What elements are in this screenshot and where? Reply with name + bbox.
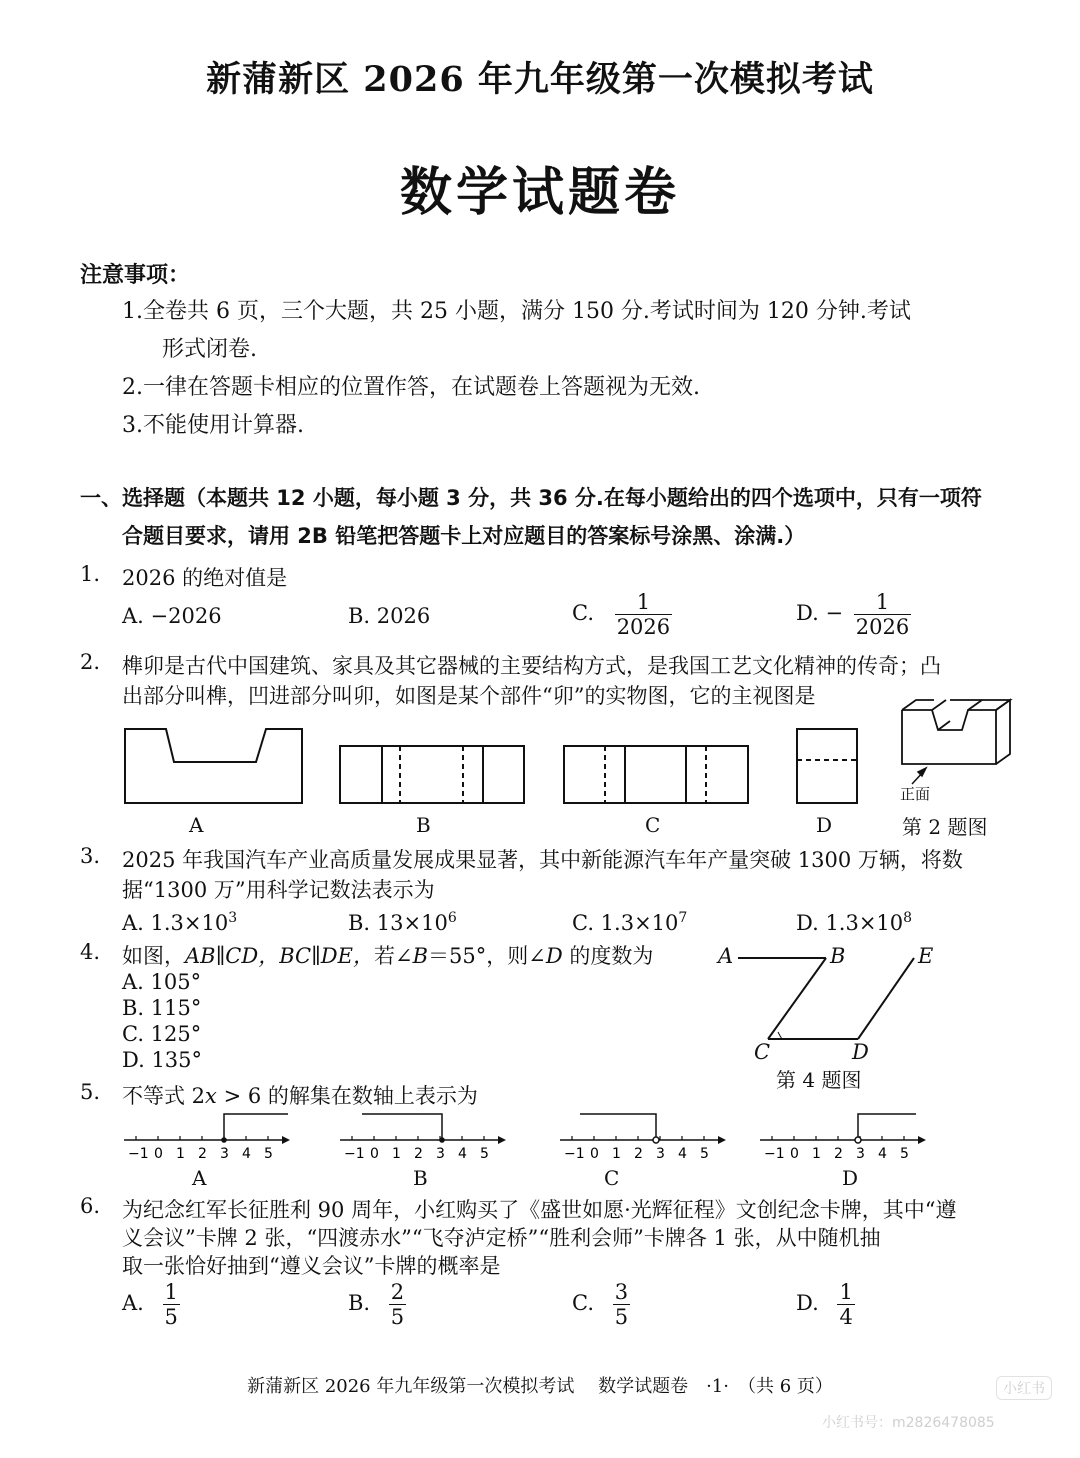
q5-number-line-a [122, 1108, 322, 1168]
q3-b-exp: 6 [447, 910, 457, 926]
q1-d-denominator: 2026 [855, 615, 910, 640]
q4-stem-math: AB∥CD，BC∥DE， [185, 944, 374, 968]
q5c-tick-2: 2 [634, 1146, 643, 1162]
q6-stem-line1: 为纪念红军长征胜利 90 周年，小红购买了《盛世如愿·光辉征程》文创纪念卡牌，其中“遵 [122, 1198, 957, 1222]
q3-option-d [796, 910, 912, 935]
q1-option-d [796, 590, 911, 639]
q5d-tick-neg1: −1 [764, 1146, 785, 1162]
q6-a-numerator: 1 [164, 1280, 178, 1304]
q6-option-c [572, 1280, 630, 1329]
q5d-tick-5: 5 [900, 1146, 909, 1162]
q3-stem-line1: 2025 年我国汽车产业高质量发展成果显著，其中新能源汽车年产量突破 1300 万辆，将数 [122, 848, 963, 872]
q3-d-exp: 8 [903, 910, 913, 926]
q4-point-e: E [918, 944, 934, 968]
q6-d-fraction [837, 1280, 854, 1329]
q2-label-b: B [416, 813, 431, 837]
q5-number: 5. [80, 1080, 101, 1104]
note-1: 1.全卷共 6 页，三个大题，共 25 小题，满分 150 分.考试时间为 120 分钟.考试 [122, 299, 911, 324]
q4-stem-mid: 若∠ [373, 944, 413, 968]
q6-a-fraction [163, 1280, 180, 1329]
q5-stem [122, 1080, 478, 1110]
q5c-tick-1: 1 [612, 1146, 621, 1162]
q5-number-line-c [558, 1108, 758, 1168]
q5c-tick-0: 0 [590, 1146, 599, 1162]
q6-stem-line3: 取一张恰好抽到“遵义会议”卡牌的概率是 [122, 1254, 501, 1278]
q4-stem [122, 940, 653, 970]
q1-c-numerator: 1 [636, 590, 651, 614]
watermark-id: 小红书号：m2826478085 [822, 1415, 995, 1431]
exam-title: 新蒲新区 2026 年九年级第一次模拟考试 [206, 59, 874, 100]
q3-d-base: D. 1.3×10 [796, 911, 904, 935]
q5d-tick-1: 1 [812, 1146, 821, 1162]
q5c-tick-5: 5 [700, 1146, 709, 1162]
q1-option-c [572, 590, 672, 639]
q4-number: 4. [80, 940, 101, 964]
subject-title: 数学试题卷 [399, 162, 680, 223]
q6-b-label: B. [348, 1291, 371, 1316]
q3-c-base: C. 1.3×10 [572, 911, 679, 935]
q3-option-c [572, 910, 687, 935]
q5d-tick-3: 3 [856, 1146, 865, 1162]
q6-c-label: C. [572, 1291, 594, 1316]
q6-a-denominator: 5 [164, 1305, 178, 1330]
q4-stem-d: D [545, 944, 563, 968]
q6-option-b [348, 1280, 406, 1329]
q5b-tick-1: 1 [392, 1146, 401, 1162]
q1-option-c-fraction [615, 590, 672, 639]
q4-stem-b: B [412, 944, 429, 968]
q4-segment-de [858, 958, 914, 1039]
q2-front-arrow [912, 768, 926, 784]
q3-option-a [122, 910, 237, 935]
q4-figure-caption: 第 4 题图 [776, 1068, 862, 1092]
q5-stem-var: x [205, 1084, 217, 1108]
q5a-tick-1: 1 [176, 1146, 185, 1162]
q5a-tick-4: 4 [242, 1146, 251, 1162]
q4-option-d: D. 135° [122, 1048, 203, 1072]
q4-point-c: C [754, 1040, 771, 1064]
q6-number: 6. [80, 1194, 101, 1218]
watermark-logo: 小红书 [996, 1376, 1052, 1400]
q2-figure-caption: 第 2 题图 [902, 815, 988, 839]
note-3: 3.不能使用计算器. [122, 413, 304, 438]
q5c-tick-3: 3 [656, 1146, 665, 1162]
q6-option-a [122, 1280, 180, 1329]
q5b-tick-0: 0 [370, 1146, 379, 1162]
q5a-tick-5: 5 [264, 1146, 273, 1162]
q2-front-label: 正面 [900, 785, 931, 803]
q1-c-denominator: 2026 [616, 615, 671, 640]
q5b-tick-5: 5 [480, 1146, 489, 1162]
q2-number: 2. [80, 650, 101, 674]
q4-point-d: D [852, 1040, 869, 1064]
q3-b-base: B. 13×10 [348, 911, 448, 935]
q2-label-d: D [816, 813, 833, 837]
q5d-tick-4: 4 [878, 1146, 887, 1162]
q1-stem: 2026 的绝对值是 [122, 566, 288, 590]
q6-b-numerator: 2 [390, 1280, 405, 1304]
q6-d-label: D. [796, 1291, 819, 1316]
q3-c-exp: 7 [678, 910, 688, 926]
q4-point-a: A [718, 944, 734, 968]
q4-segment-bc [768, 958, 826, 1039]
q2-option-c-shape [564, 746, 748, 803]
q5b-tick-neg1: −1 [344, 1146, 365, 1162]
q5a-tick-0: 0 [154, 1146, 163, 1162]
q4-stem-post: 的度数为 [562, 944, 654, 968]
q3-a-exp: 3 [228, 910, 238, 926]
q5-stem-post: > 6 的解集在数轴上表示为 [216, 1084, 478, 1108]
q5d-tick-0: 0 [790, 1146, 799, 1162]
q2-label-a: A [189, 813, 204, 837]
q2-stem-line1: 榫卯是古代中国建筑、家具及其它器械的主要结构方式，是我国工艺文化精神的传奇；凸 [122, 654, 941, 678]
q5b-tick-2: 2 [414, 1146, 423, 1162]
page-footer: 新蒲新区 2026 年九年级第一次模拟考试 数学试题卷 ·1· （共 6 页） [247, 1376, 833, 1397]
q5-stem-pre: 不等式 2 [122, 1084, 206, 1108]
q1-option-c-label: C. [572, 601, 594, 626]
q2-label-c: C [645, 813, 661, 837]
q6-c-fraction [613, 1280, 630, 1329]
q3-stem-line2: 据“1300 万”用科学记数法表示为 [122, 878, 435, 902]
q3-number: 3. [80, 844, 101, 868]
q6-b-denominator: 5 [390, 1305, 405, 1330]
q6-b-fraction [389, 1280, 406, 1329]
q4-angle-mark [778, 1032, 782, 1039]
q6-d-denominator: 4 [839, 1305, 853, 1330]
q2-option-d-shape [797, 729, 857, 803]
q6-option-d [796, 1280, 855, 1329]
q1-option-d-fraction [854, 590, 911, 639]
q5-label-c: C [604, 1166, 620, 1190]
q1-number: 1. [80, 562, 101, 586]
q5a-tick-3: 3 [220, 1146, 229, 1162]
q1-option-b: B. 2026 [348, 604, 431, 628]
section1-heading-cont: 合题目要求，请用 2B 铅笔把答题卡上对应题目的答案标号涂黑、涂满.） [122, 524, 806, 548]
q4-option-b: B. 115° [122, 996, 202, 1020]
q5a-tick-2: 2 [198, 1146, 207, 1162]
q3-a-base: A. 1.3×10 [122, 911, 229, 935]
q2-option-a-shape [125, 729, 302, 803]
q5-label-d: D [842, 1166, 859, 1190]
q6-c-numerator: 3 [614, 1280, 629, 1304]
q2-stem-line2: 出部分叫榫，凹进部分叫卯，如图是某个部件“卯”的实物图，它的主视图是 [122, 684, 816, 708]
q5b-tick-4: 4 [458, 1146, 467, 1162]
q5-number-line-b [338, 1108, 538, 1168]
q2-solid-object [902, 700, 1010, 764]
q5c-tick-neg1: −1 [564, 1146, 585, 1162]
q6-d-numerator: 1 [839, 1280, 853, 1304]
q5d-tick-2: 2 [834, 1146, 843, 1162]
q6-c-denominator: 5 [614, 1305, 629, 1330]
note-2: 2.一律在答题卡相应的位置作答，在试题卷上答题视为无效. [122, 375, 700, 400]
q4-option-a: A. 105° [122, 970, 202, 994]
q2-option-b-shape [340, 746, 524, 803]
q5a-tick-neg1: −1 [128, 1146, 149, 1162]
q6-a-label: A. [122, 1291, 144, 1316]
q1-option-d-label: D. − [796, 601, 844, 626]
q3-option-b [348, 910, 457, 935]
q4-point-b: B [830, 944, 846, 968]
q5-label-a: A [192, 1166, 207, 1190]
q1-d-numerator: 1 [875, 590, 890, 614]
q5-number-line-d [758, 1108, 958, 1168]
q4-stem-eq: ＝55°，则∠ [428, 944, 546, 968]
q5-label-b: B [413, 1166, 428, 1190]
q6-stem-line2: 义会议”卡牌 2 张，“四渡赤水”“飞夺泸定桥”“胜利会师”卡牌各 1 张，从中随机抽 [122, 1226, 881, 1250]
note-1-cont: 形式闭卷. [162, 337, 257, 362]
section1-heading: 一、选择题（本题共 12 小题，每小题 3 分，共 36 分.在每小题给出的四个选项中，只有一项符 [80, 486, 982, 510]
q5c-tick-4: 4 [678, 1146, 687, 1162]
q4-stem-pre: 如图， [122, 944, 185, 968]
notes-heading: 注意事项： [80, 263, 191, 288]
q4-option-c: C. 125° [122, 1022, 202, 1046]
q5b-tick-3: 3 [436, 1146, 445, 1162]
q1-option-a: A. −2026 [122, 604, 222, 628]
